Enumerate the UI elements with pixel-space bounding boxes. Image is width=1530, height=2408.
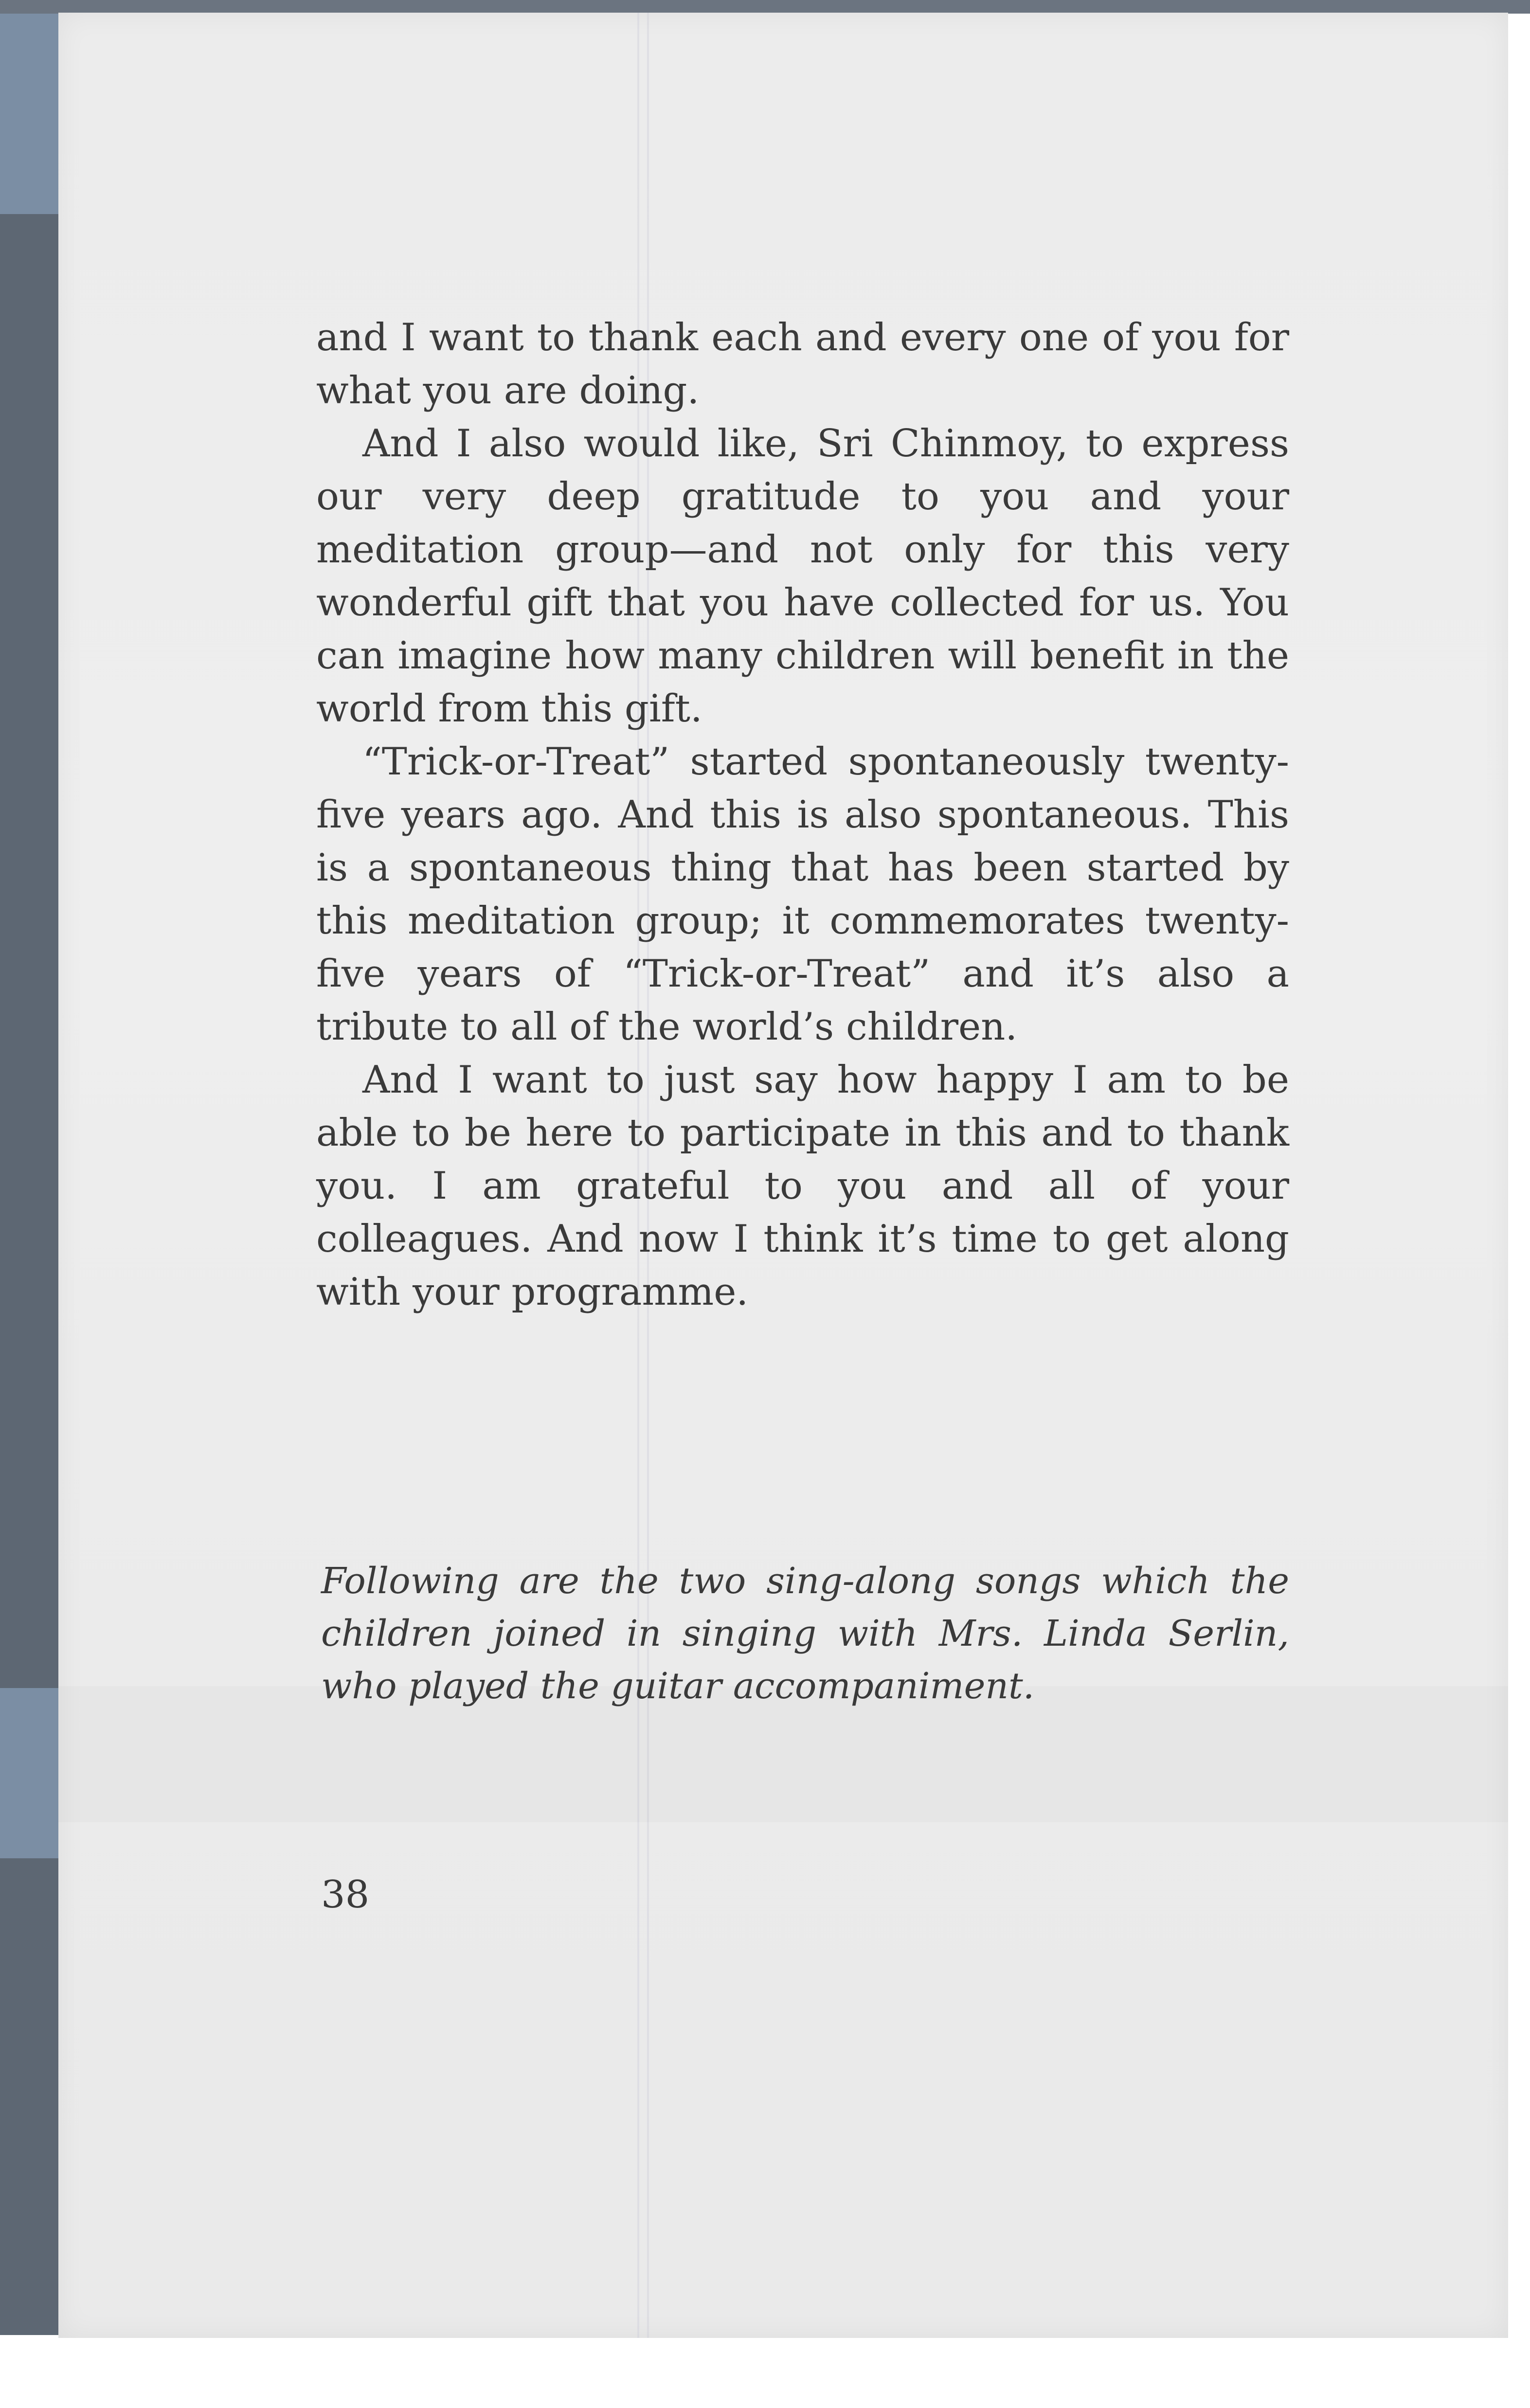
binding-edge-upper	[0, 0, 68, 214]
page-number: 38	[321, 1873, 370, 1917]
paragraph: And I also would like, Sri Chinmoy, to express our very deep gratitude to you and your meditation group—and not only for this very wonderful gift that you have collected for us. You can imagine how many children will benefit in the world from this gift.	[316, 422, 1289, 731]
paragraph: and I want to thank each and every one of you for what you are doing.	[316, 316, 1289, 413]
body-text	[316, 311, 1289, 1319]
binding-edge-lower	[0, 1688, 68, 1858]
paragraph: And I want to just say how happy I am to be able to be here to participate in this and to thank you. I am grateful to you and all of your colleagues. And now I think it’s time to get along with your programme.	[316, 1058, 1289, 1314]
binding-edge	[0, 0, 68, 2335]
top-edge	[0, 0, 1530, 14]
italic-note: Following are the two sing-along songs which the children joined in singing with Mrs. Linda Serlin, who played the guitar accompaniment.	[321, 1560, 1289, 1707]
paragraph: “Trick-or-Treat” started spontaneously twenty-five years ago. And this is also spontaneous. This is a spontaneous thing that has been started by this meditation group; it commemorates twenty-five years of “Trick-or-Treat” and it’s also a tribute to all of the world’s children.	[316, 740, 1289, 1049]
